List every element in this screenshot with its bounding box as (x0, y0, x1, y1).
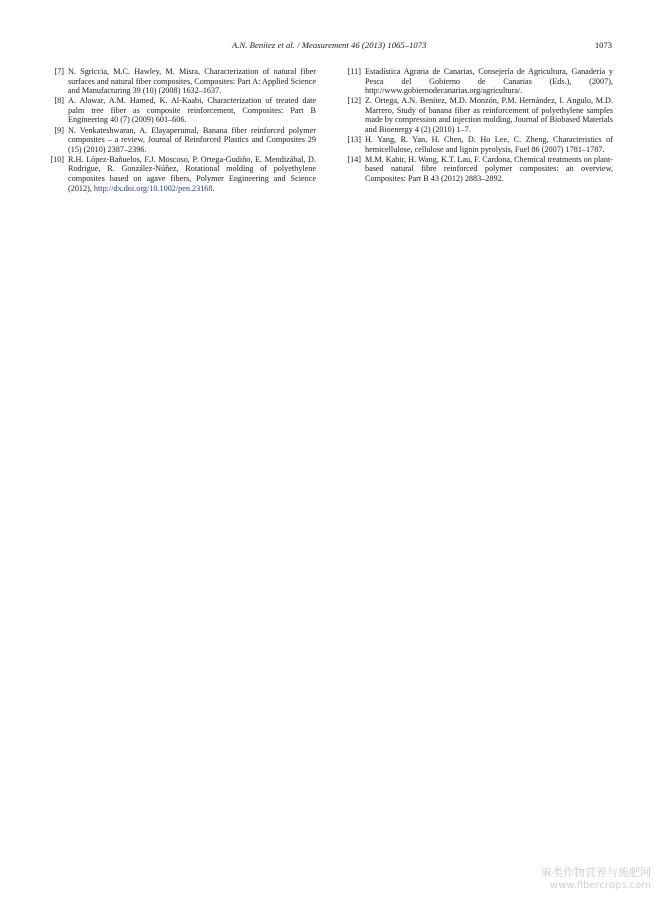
reference-item (44, 155, 316, 193)
reference-item (44, 96, 316, 125)
reference-number: [10] (50, 154, 64, 164)
reference-number: [12] (347, 96, 361, 106)
reference-text: A. Alawar, A.M. Hamed, K. Al-Kaabi, Characterization of treated date palm tree fiber as composite reinforcement, Composites: Part B Engineering 40 (7) (2009) 601–606. (68, 96, 316, 125)
reference-item (341, 96, 613, 134)
watermark-title: 麻类作物营养与施肥网 (541, 866, 651, 879)
site-watermark (541, 866, 651, 892)
reference-text: M.M. Kabir, H. Wang, K.T. Lau, F. Cardona, Chemical treatments on plant-based natural fibre reinforced polymer composites: an overview, Composites: Part B 43 (2012) 2883–2892. (365, 154, 613, 184)
reference-number: [9] (54, 125, 64, 135)
running-title: A.N. Benítez et al. / Measurement 46 (2013) 1065–1073 (232, 40, 427, 50)
reference-item (44, 67, 316, 96)
references-right-column (341, 67, 613, 184)
reference-item (341, 155, 613, 184)
reference-text (68, 155, 316, 193)
watermark-url: www.fibercrops.com (549, 880, 651, 891)
reference-text: Estadística Agraria de Canarias, Consejería de Agricultura, Ganadería y Pesca del Gobierno de Canarias (Eds.), (2007), http://www.gobiernodecanarias.org/agricultura/. (365, 67, 613, 96)
reference-text: N. Sgriccia, M.C. Hawley, M. Misra, Characterization of natural fiber surfaces and natural fiber composites, Composites: Part A: Applied Science and Manufacturing 39 (10) (2008) 1632–1637. (68, 67, 316, 96)
reference-number: [11] (347, 67, 361, 76)
reference-number: [8] (54, 96, 64, 106)
reference-item (341, 67, 613, 96)
reference-text: Z. Ortega, A.N. Benítez, M.D. Monzón, P.M. Hernández, I. Angulo, M.D. Marrero, Study of banana fiber as reinforcement of polyethylene samples made by compression and injection molding, Journal of Biobased Materials and Bioenergy 4 (2) (2010) 1–7. (365, 96, 613, 135)
reference-number: [14] (347, 154, 361, 164)
page-number: 1073 (594, 40, 612, 50)
reference-number: [13] (347, 135, 361, 145)
reference-item (44, 126, 316, 155)
reference-text: H. Yang, R. Yan, H. Chen, D. Ho Lee, C. Zheng, Characteristics of hemicellulose, cellulose and lignin pyrolysis, Fuel 86 (2007) 1781–1787. (365, 135, 613, 154)
reference-text: N. Venkateshwaran, A. Elayaperumal, Banana fiber reinforced polymer composites – a review, Journal of Reinforced Plastics and Composites 29 (15) (2010) 2387–2396. (68, 125, 316, 154)
doi-link[interactable]: http://dx.doi.org/10.1002/pen.23168 (93, 183, 213, 193)
reference-body: R.H. López-Bañuelos, F.J. Moscoso, P. Ortega-Gudiño, E. Mendizábal, D. Rodrigue, R. González-Núñez, Rotational molding of polyethylene composites based on agave fibers, Polymer Engineering and Science (2012), (68, 154, 316, 193)
reference-item (341, 135, 613, 154)
reference-number: [7] (54, 67, 64, 76)
references-left-column (44, 67, 316, 194)
reference-end: . (212, 183, 215, 193)
